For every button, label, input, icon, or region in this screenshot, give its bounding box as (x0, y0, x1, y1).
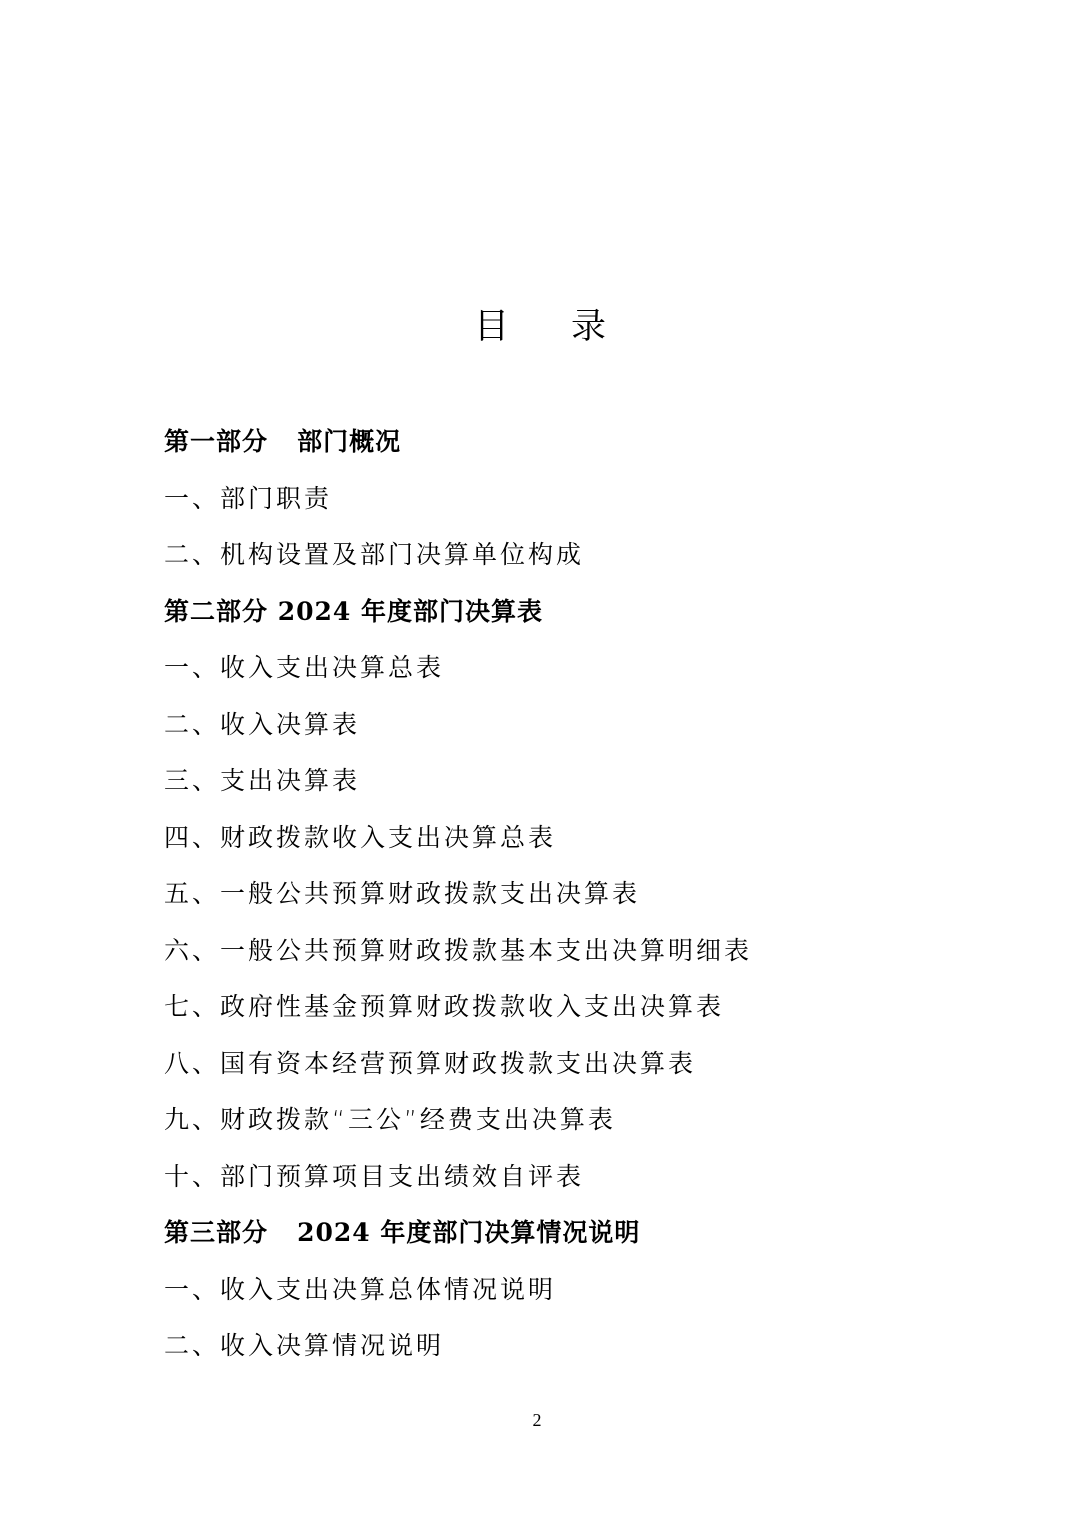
toc-item[interactable]: 二、收入决算表 (164, 709, 361, 739)
toc-item[interactable]: 二、机构设置及部门决算单位构成 (164, 540, 585, 569)
toc-item[interactable]: 一、收入支出决算总表 (164, 653, 445, 682)
table-of-contents (164, 414, 964, 1375)
toc-item[interactable]: 一、部门职责 (164, 483, 333, 513)
toc-item[interactable]: 二、收入决算情况说明 (164, 1331, 445, 1360)
toc-item[interactable]: 五、一般公共预算财政拨款支出决算表 (164, 879, 641, 908)
title-char-2: 录 (571, 307, 607, 347)
toc-item[interactable]: 八、国有资本经营预算财政拨款支出决算表 (164, 1048, 697, 1078)
toc-heading-part-3[interactable]: 第三部分 2024 年度部门决算情况说明 (164, 1218, 641, 1247)
title-char-1: 目 (473, 307, 509, 347)
toc-item[interactable]: 九、财政拨款“三公”经费支出决算表 (164, 1105, 616, 1134)
toc-item[interactable]: 七、政府性基金预算财政拨款收入支出决算表 (164, 992, 725, 1021)
toc-heading-part-1[interactable]: 第一部分 部门概况 (164, 427, 402, 456)
toc-item[interactable]: 三、支出决算表 (164, 766, 361, 795)
toc-item[interactable]: 十、部门预算项目支出绩效自评表 (164, 1161, 585, 1191)
toc-item[interactable]: 四、财政拨款收入支出决算总表 (164, 822, 557, 852)
toc-item[interactable]: 一、收入支出决算总体情况说明 (164, 1274, 557, 1304)
toc-heading-part-2[interactable]: 第二部分 2024 年度部门决算表 (164, 596, 543, 626)
page-title (0, 302, 1074, 352)
toc-item[interactable]: 六、一般公共预算财政拨款基本支出决算明细表 (164, 935, 753, 965)
page-number: 2 (532, 1410, 542, 1430)
